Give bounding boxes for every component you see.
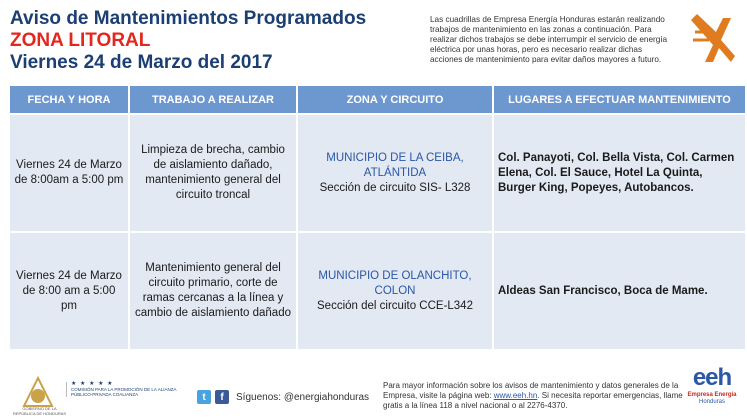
cell-zone: [298, 115, 494, 231]
cell-places: Aldeas San Francisco, Boca de Mame.: [498, 284, 708, 297]
table-row: [10, 231, 745, 349]
circuit-section: Sección de circuito SIS- L328: [319, 181, 471, 194]
social-links: [197, 390, 369, 404]
cell-zone: [298, 233, 494, 349]
zone-name: MUNICIPIO DE OLANCHITO, COLON: [318, 269, 472, 297]
footer: [0, 360, 747, 420]
coalianza-logo: [66, 382, 191, 397]
notice-text: Las cuadrillas de Empresa Energía Honduras estarán realizando trabajos de mantenimiento en las zonas a continuación. Para realizar dichos trabajos se debe interrumpir el servicio de energía eléctrica por unas horas, pero es necesario realizar dichas acciones de mantenimiento para evitar daños mayores a futuro.: [430, 15, 668, 64]
header: [10, 8, 410, 74]
tower-logo-icon: [683, 10, 738, 65]
eeh-brand-country: Honduras: [698, 399, 725, 405]
website-link[interactable]: www.eeh.hn: [493, 391, 538, 400]
cell-places: Col. Panayoti, Col. Bella Vista, Col. Carmen Elena, Col. El Sauce, Hotel La Quinta, Burger King, Popeyes, Autobancos.: [498, 151, 735, 194]
eeh-brand-letters: eeh: [692, 364, 732, 391]
cell-date: Viernes 24 de Marzo de 8:00am a 5:00 pm: [10, 115, 130, 231]
info-text-start: Para mayor información sobre los avisos de mantenimiento y datos generales de la Empresa, visite la página web:: [383, 381, 679, 400]
cell-work: Mantenimiento general del circuito primario, corte de ramas cercanas a la línea y cambio de aislamiento dañado: [130, 233, 298, 349]
col-header-zone: ZONA Y CIRCUITO: [298, 86, 494, 113]
contact-info: [383, 381, 683, 411]
social-handle: Síguenos: @energiahonduras: [236, 391, 370, 403]
table-row: [10, 113, 745, 231]
info-text-end: . Si necesita reportar emergencias, llame gratis a la línea 118 a nivel nacional o al 2276-4370.: [383, 391, 683, 410]
eeh-logo: [681, 364, 743, 420]
gov-label: GOBIERNO DE LA REPÚBLICA DE HONDURAS: [12, 406, 67, 416]
eeh-brand-name: Empresa Energía: [687, 392, 737, 398]
facebook-icon[interactable]: f: [215, 390, 229, 404]
twitter-icon[interactable]: t: [197, 390, 211, 404]
cell-date: Viernes 24 de Marzo de 8:00 am a 5:00 pm: [10, 233, 130, 349]
circuit-section: Sección del circuito CCE-L342: [317, 299, 473, 312]
zone-title: ZONA LITORAL: [10, 30, 151, 51]
col-header-work: TRABAJO A REALIZAR: [130, 86, 298, 113]
maintenance-table: [10, 86, 745, 349]
cell-work: Limpieza de brecha, cambio de aislamiento dañado, mantenimiento general del circuito troncal: [130, 115, 298, 231]
date-title: Viernes 24 de Marzo del 2017: [10, 52, 273, 73]
zone-name: MUNICIPIO DE LA CEIBA, ATLÁNTIDA: [326, 151, 464, 179]
stars-icon: ★ ★ ★ ★ ★: [71, 381, 114, 387]
page-title: Aviso de Mantenimientos Programados: [10, 8, 367, 29]
col-header-places: LUGARES A EFECTUAR MANTENIMIENTO: [508, 93, 731, 106]
commission-text: COMISIÓN PARA LA PROMOCIÓN DE LA ALIANZA PÚBLICO-PRIVADA COALIANZA: [71, 387, 177, 397]
col-header-date: FECHA Y HORA: [10, 86, 130, 113]
table-header: [10, 86, 745, 113]
